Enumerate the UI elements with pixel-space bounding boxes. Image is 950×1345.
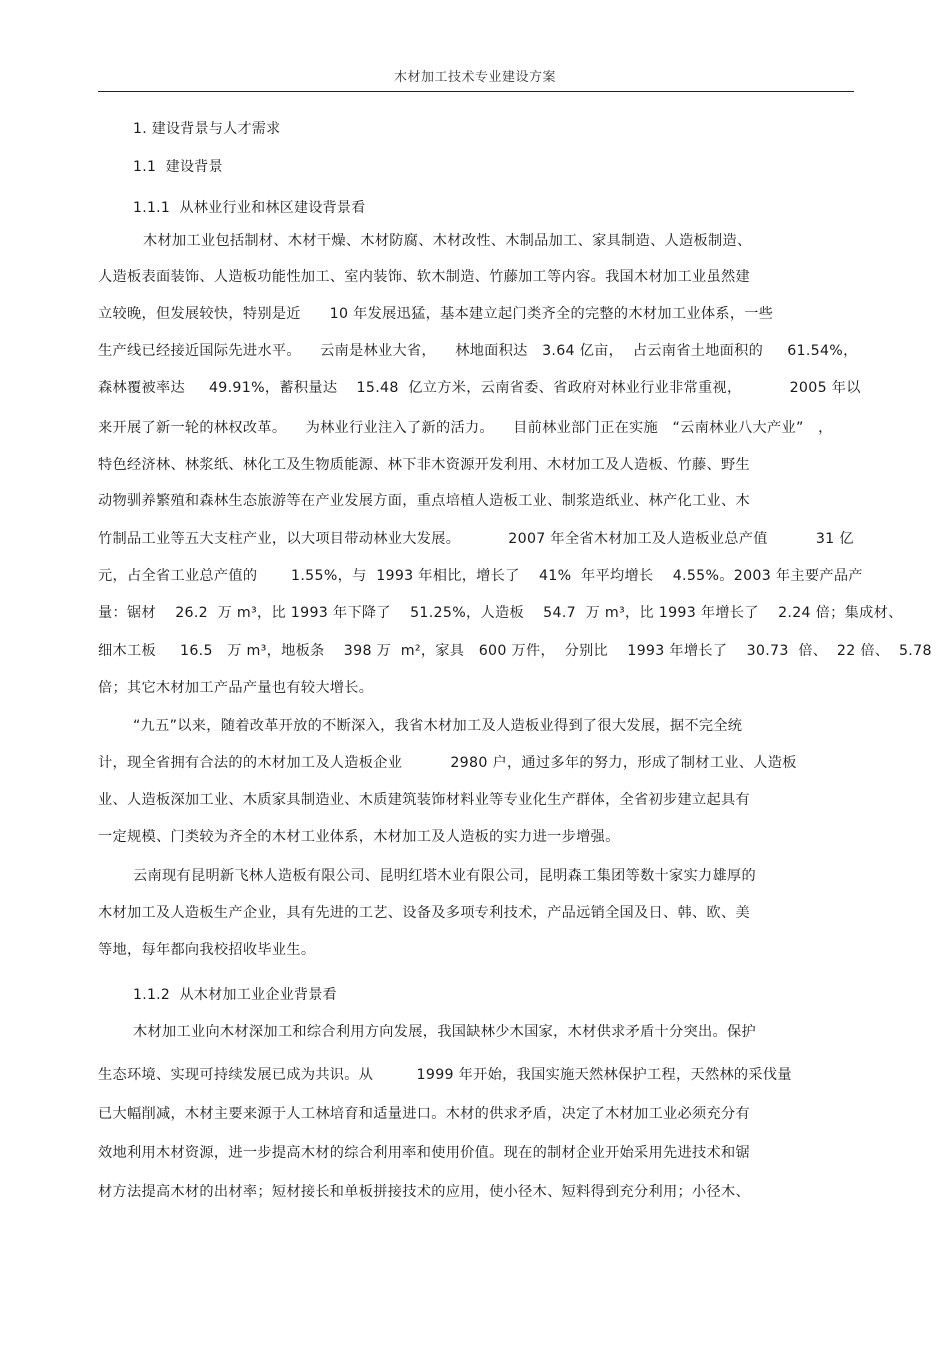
text-line: “九五”以来，随着改革开放的不断深入，我省木材加工及人造板业得到了很大发展，据不完全统	[133, 718, 743, 734]
text-line: 元，占全省工业总产值的 1.55%，与 1993 年相比，增长了 41% 年平均增长 4.55%。2003 年主要产品产	[98, 568, 863, 584]
heading-1-1-1: 1.1.1 从林业行业和林区建设背景看	[133, 200, 366, 216]
text-line: 人造板表面装饰、人造板功能性加工、室内装饰、软木制造、竹藤加工等内容。我国木材加工业虽然建	[98, 269, 750, 285]
text-line: 森林覆被率达 49.91%，蓄积量达 15.48 亿立方米，云南省委、省政府对林业行业非常重视， 2005 年以	[98, 380, 861, 396]
text-line: 来开展了新一轮的林权改革。 为林业行业注入了新的活力。 目前林业部门正在实施 “云南林业八大产业” ，	[98, 420, 833, 436]
text-line: 等地，每年都向我校招收毕业生。	[98, 942, 316, 958]
text-line: 计，现全省拥有合法的的木材加工及人造板企业 2980 户，通过多年的努力，形成了制材工业、人造板	[98, 755, 797, 771]
text-line: 细木工板 16.5 万 m³，地板条 398 万 m²，家具 600 万件， 分别比 1993 年增长了 30.73 倍、 22 倍、 5.78	[98, 643, 932, 659]
text-line: 木材加工及人造板生产企业，具有先进的工艺、设备及多项专利技术，产品远销全国及日、韩、欧、美	[98, 905, 750, 921]
heading-1-1-2: 1.1.2 从木材加工业企业背景看	[133, 987, 337, 1003]
text-line: 倍；其它木材加工产品产量也有较大增长。	[98, 680, 374, 696]
text-line: 一定规模、门类较为齐全的木材工业体系，木材加工及人造板的实力进一步增强。	[98, 829, 620, 845]
text-line: 生产线已经接近国际先进水平。 云南是林业大省， 林地面积达 3.64 亿亩， 占云南省土地面积的 61.54%，	[98, 343, 858, 359]
text-line: 已大幅削减，木材主要来源于人工林培育和适量进口。木材的供求矛盾，决定了木材加工业必须充分有	[98, 1106, 750, 1122]
text-line: 木材加工业向木材深加工和综合利用方向发展，我国缺林少木国家，木材供求矛盾十分突出。保护	[133, 1024, 756, 1040]
text-line: 量：锯材 26.2 万 m³，比 1993 年下降了 51.25%，人造板 54.7 万 m³，比 1993 年增长了 2.24 倍；集成材、	[98, 605, 903, 621]
text-line: 材方法提高木材的出材率；短材接长和单板拼接技术的应用，使小径木、短料得到充分利用；小径木、	[98, 1184, 750, 1200]
page-header-title: 木材加工技术专业建设方案	[393, 70, 556, 85]
heading-1: 1. 建设背景与人才需求	[133, 121, 281, 137]
text-line: 特色经济林、林浆纸、林化工及生物质能源、林下非木资源开发利用、木材加工及人造板、竹藤、野生	[98, 457, 750, 473]
text-line: 云南现有昆明新飞林人造板有限公司、昆明红塔木业有限公司，昆明森工集团等数十家实力雄厚的	[133, 868, 756, 884]
text-line: 业、人造板深加工业、木质家具制造业、木质建筑装饰材料业等专业化生产群体，全省初步建立起具有	[98, 792, 750, 808]
heading-1-1: 1.1 建设背景	[133, 159, 223, 175]
text-line: 木材加工业包括制材、木材干燥、木材防腐、木材改性、木制品加工、家具制造、人造板制造、	[143, 233, 752, 249]
text-line: 生态环境、实现可持续发展已成为共识。从 1999 年开始，我国实施天然林保护工程，天然林的采伐量	[98, 1067, 792, 1083]
text-line: 动物驯养繁殖和森林生态旅游等在产业发展方面，重点培植人造板工业、制浆造纸业、林产化工业、木	[98, 493, 750, 509]
text-line: 竹制品工业等五大支柱产业，以大项目带动林业大发展。 2007 年全省木材加工及人造板业总产值 31 亿	[98, 531, 854, 547]
header-divider	[98, 91, 854, 92]
text-line: 效地利用木材资源，进一步提高木材的综合利用率和使用价值。现在的制材企业开始采用先进技术和锯	[98, 1145, 750, 1161]
text-line: 立较晚，但发展较快，特别是近 10 年发展迅猛，基本建立起门类齐全的完整的木材加工业体系，一些	[98, 306, 774, 322]
